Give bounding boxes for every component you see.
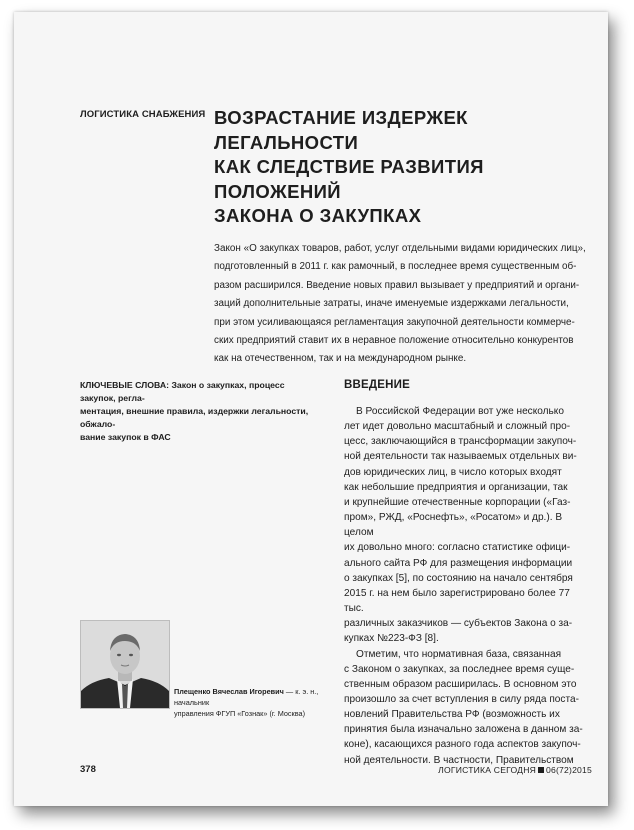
- body-line: и крупнейшие отечественные корпорации («Газ-: [344, 496, 571, 508]
- author-name: Плещенко Вячеслав Игоревич: [174, 687, 284, 696]
- abstract-line: разом расширился. Введение новых правил вызывает у предприятий и органи-: [214, 279, 580, 291]
- intro-paragraph-2: [344, 647, 592, 768]
- body-line: о закупках [5], по состоянию на начало сентября: [344, 572, 573, 584]
- journal-footer: [438, 765, 592, 775]
- intro-heading: ВВЕДЕНИЕ: [344, 379, 410, 391]
- body-line: дов юридических лиц, в число которых входят: [344, 466, 562, 478]
- author-photo: [80, 620, 170, 709]
- keywords-line: вание закупок в ФАС: [80, 432, 171, 442]
- section-label: ЛОГИСТИКА СНАБЖЕНИЯ: [80, 109, 206, 120]
- body-line: ального сайта РФ для размещения информации: [344, 557, 573, 569]
- body-line: лет идет довольно масштабный и сложный про-: [344, 421, 571, 433]
- square-separator-icon: [538, 767, 544, 773]
- body-line: принятия была изначально заложена в данном за-: [344, 724, 583, 736]
- title-line: КАК СЛЕДСТВИЕ РАЗВИТИЯ ПОЛОЖЕНИЙ: [214, 156, 484, 202]
- body-line: различных заказчиков — субъектов Закона о за-: [344, 618, 573, 630]
- body-line: пром», РЖД, «Роснефть», «Росатом» и др.). В целом: [344, 512, 563, 539]
- journal-name: ЛОГИСТИКА СЕГОДНЯ: [438, 765, 537, 775]
- body-line: цесс, заключающийся в трансформации закупоч-: [344, 436, 577, 448]
- abstract: [214, 240, 598, 369]
- body-line: В Российской Федерации вот уже несколько: [356, 406, 564, 417]
- body-line: 2015 г. на нем было зарегистрировано более 77 тыс.: [344, 587, 570, 615]
- abstract-line: заций дополнительные затраты, иначе именуемые издержками легальности,: [214, 298, 569, 310]
- body-line: купках №223-ФЗ [8].: [344, 633, 439, 645]
- keywords-line: Закон о закупках, процесс закупок, регла-: [80, 380, 285, 403]
- body-line: Отметим, что нормативная база, связанная: [356, 648, 562, 660]
- journal-page: [14, 12, 608, 806]
- intro-paragraph-1: [344, 404, 592, 647]
- body-line: с Законом о закупках, за последнее время суще-: [344, 663, 575, 675]
- abstract-line: Закон «О закупках товаров, работ, услуг отдельными видами юридических лиц»,: [214, 243, 586, 254]
- journal-issue: 06(72)2015: [546, 765, 592, 775]
- intro-body: [344, 404, 592, 768]
- abstract-line: при этом усиливающаяся регламентация закупочной деятельности коммерче-: [214, 316, 575, 328]
- body-line: их довольно много: согласно статистике офици-: [344, 542, 571, 554]
- article-title: [214, 106, 594, 229]
- title-line: ВОЗРАСТАНИЕ ИЗДЕРЖЕК ЛЕГАЛЬНОСТИ: [214, 107, 468, 153]
- author-affiliation: управления ФГУП «Гознак» (г. Москва): [174, 709, 306, 718]
- abstract-line: подготовленный в 2011 г. как рамочный, в последнее время существенным об-: [214, 261, 577, 273]
- body-line: ной деятельности. В частности, Правительством: [344, 754, 574, 766]
- page-number: 378: [80, 764, 96, 775]
- body-line: произошло за счет вступления в силу ряда поста-: [344, 693, 579, 705]
- abstract-line: ских предприятий ставит их в неравное положение относительно конкурентов: [214, 335, 574, 347]
- body-line: коне), касающихся разного года аспектов закупоч-: [344, 739, 581, 751]
- body-line: ной деятельности так называемых отдельных ви-: [344, 451, 577, 463]
- body-line: новлений Правительства РФ (возможность их: [344, 709, 560, 721]
- body-line: как небольшие предприятия и организации, так: [344, 481, 568, 493]
- author-degree: — к. э. н., начальник: [174, 687, 319, 707]
- author-portrait-image: [81, 621, 169, 708]
- title-line: ЗАКОНА О ЗАКУПКАХ: [214, 205, 422, 226]
- author-info: [174, 686, 344, 719]
- keywords-line: ментация, внешние правила, издержки легальности, обжало-: [80, 406, 309, 429]
- abstract-line: как на отечественном, так и на международном рынке.: [214, 353, 467, 365]
- keywords-label: КЛЮЧЕВЫЕ СЛОВА:: [80, 380, 170, 390]
- body-line: ственным образом расширилась. В основном это: [344, 678, 577, 690]
- keywords-block: [80, 379, 310, 444]
